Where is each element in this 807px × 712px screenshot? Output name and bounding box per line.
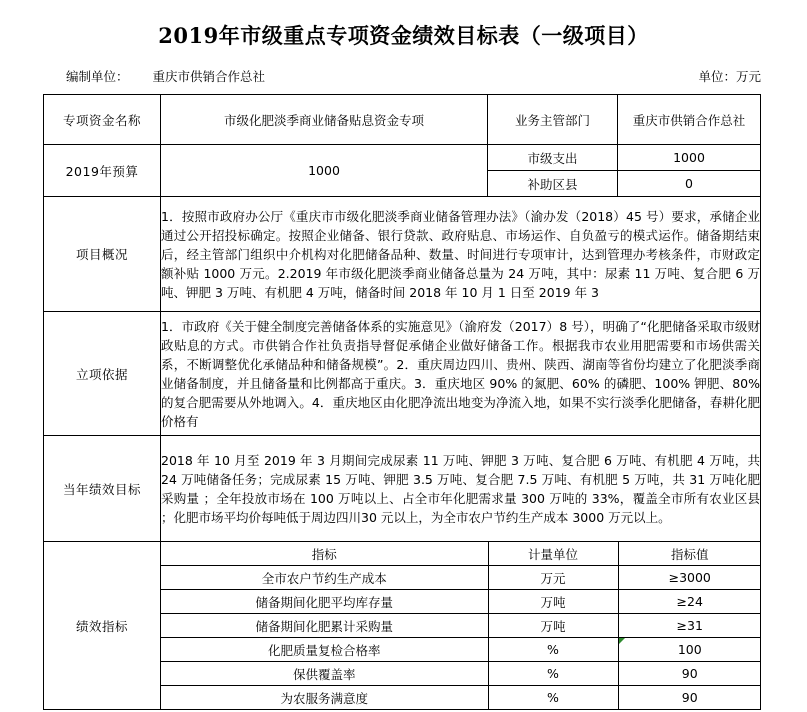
city-expense-label: 市级支出	[488, 145, 618, 171]
indicator-value	[618, 638, 761, 662]
page-title: 2019年市级重点专项资金绩效目标表（一级项目）	[158, 23, 649, 48]
prepared-by-label: 编制单位：	[66, 69, 129, 84]
main-table-wrapper	[0, 94, 807, 710]
indicator-value: ≥24	[618, 590, 761, 614]
indicator-name: 保供覆盖率	[161, 662, 488, 686]
indicator-name: 全市农户节约生产成本	[161, 566, 488, 590]
basis-text: 1．市政府《关于健全制度完善储备体系的实施意见》（渝府发（2017）8 号），明确了“化肥储备采取市级财政贴息的方式。市供销合作社负责指导督促承储企业做好储备工作。根据我市农业用肥需要和市场供需关系，不断调整优化承储品种和储备规模”。2．重庆周边四川、贵州、陕西、湖南等省份均建立了化肥淡季商业储备制度，并且储备量和比例都高于重庆。3．重庆地区 90% 的氮肥、60% 的磷肥、100% 钾肥、80%的复合肥需要从外地调入。4．重庆地区由化肥净流出地变为净流入地，如果不实行淡季化肥储备，春耕化肥价格有	[161, 312, 761, 436]
table-row-indicators	[44, 542, 761, 710]
indicators-table	[161, 542, 761, 709]
table-row-basis	[44, 312, 761, 436]
indicator-col-value: 指标值	[618, 542, 761, 566]
indicators-header-row	[161, 542, 761, 566]
indicator-value: 90	[681, 690, 698, 705]
dept-label: 业务主管部门	[488, 95, 618, 145]
overview-label: 项目概况	[44, 197, 161, 312]
indicator-col-name: 指标	[161, 542, 488, 566]
indicator-name: 为农服务满意度	[161, 686, 488, 710]
list-item	[161, 566, 761, 590]
prepared-by	[66, 67, 265, 85]
indicator-value-text: 100	[677, 642, 702, 657]
indicator-name: 储备期间化肥累计采购量	[161, 614, 488, 638]
indicator-unit: %	[488, 638, 618, 662]
list-item	[161, 686, 761, 710]
indicator-name: 化肥质量复检合格率	[161, 638, 488, 662]
budget-value: 1000	[161, 145, 488, 197]
prepared-by-value: 重庆市供销合作总社	[152, 69, 266, 84]
indicator-unit: %	[488, 686, 618, 710]
subsidy-label: 补助区县	[488, 171, 618, 197]
indicator-unit: 万元	[488, 566, 618, 590]
table-row-overview	[44, 197, 761, 312]
indicator-unit: 万吨	[488, 614, 618, 638]
list-item	[161, 614, 761, 638]
indicator-value: ≥3000	[618, 566, 761, 590]
table-row-city-expense	[44, 145, 761, 171]
indicator-value: 90	[618, 662, 761, 686]
indicator-value: ≥31	[618, 614, 761, 638]
subsidy-value: 0	[618, 171, 761, 197]
table-row-fund-name	[44, 95, 761, 145]
budget-label: 2019年预算	[44, 145, 161, 197]
indicator-name: 储备期间化肥平均库存量	[161, 590, 488, 614]
target-text: 2018 年 10 月至 2019 年 3 月期间完成尿素 11 万吨、钾肥 3 万吨、复合肥 6 万吨、有机肥 4 万吨，共 24 万吨储备任务；完成尿素 15 万吨、钾肥 3.5 万吨、复合肥 7.5 万吨、有机肥 5 万吨，共 31 万吨化肥采购量 ；全年投放市场在 100 万吨以上、占全市年化肥需求量 300 万吨的 33%，覆盖全市所有农业区县 ；化肥市场平均价每吨低于周边四川30 元以上，为全市农户节约生产成本 3000 万元以上。	[161, 436, 761, 542]
indicators-label: 绩效指标	[44, 542, 161, 710]
indicators-cell	[161, 542, 761, 710]
table-row-target	[44, 436, 761, 542]
city-expense-value: 1000	[618, 145, 761, 171]
fund-name-label: 专项资金名称	[44, 95, 161, 145]
list-item	[161, 590, 761, 614]
list-item	[161, 662, 761, 686]
fund-name-value: 市级化肥淡季商业储备贴息资金专项	[161, 95, 488, 145]
performance-goal-table	[43, 94, 761, 710]
target-label: 当年绩效目标	[44, 436, 161, 542]
indicator-unit: %	[488, 662, 618, 686]
document-meta	[0, 64, 807, 90]
indicator-unit: 万吨	[488, 590, 618, 614]
unit-note: 单位：万元	[698, 69, 761, 84]
comment-marker-icon	[619, 638, 625, 644]
basis-label: 立项依据	[44, 312, 161, 436]
overview-text: 1．按照市政府办公厅《重庆市市级化肥淡季商业储备管理办法》（渝办发（2018）45 号）要求，承储企业通过公开招投标确定。按照企业储备、银行贷款、政府贴息、市场运作、自负盈亏的模式运作。储备期结束后，经主管部门组织中介机构对化肥储备品种、数量、时间进行专项审计，达到管理办考核条件，市财政定额补贴 1000 万元。2.2019 年市级化肥淡季商业储备总量为 24 万吨，其中：尿素 11 万吨、复合肥 6 万吨、钾肥 3 万吨、有机肥 4 万吨，储备时间 2018 年 10 月 1 日至 2019 年 3	[161, 197, 761, 312]
indicator-col-unit: 计量单位	[488, 542, 618, 566]
dept-value: 重庆市供销合作总社	[618, 95, 761, 145]
list-item	[161, 638, 761, 662]
